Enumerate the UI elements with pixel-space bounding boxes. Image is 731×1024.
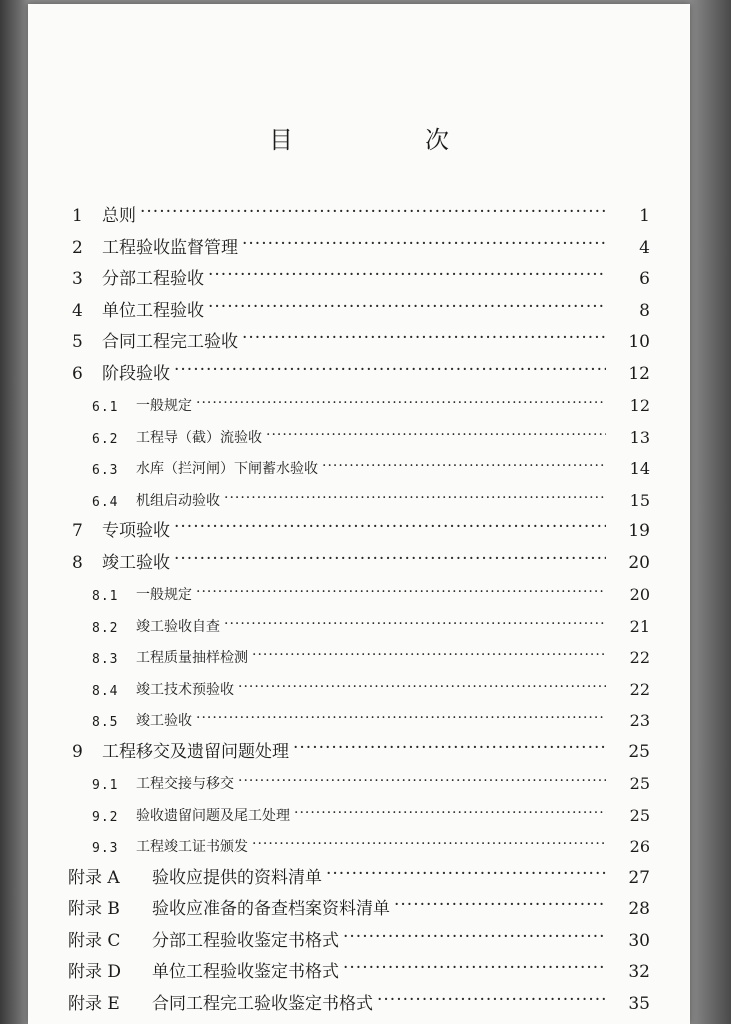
toc-entry-number: 9.1 [92,778,119,793]
toc-entry[interactable] [28,641,690,667]
toc-entry-number: 8.2 [92,620,119,636]
toc-entry[interactable] [28,484,690,510]
toc-entry-page-number: 21 [629,616,650,636]
toc-entry-label: 分部工程验收 [102,269,204,289]
toc-entry-number: 8.4 [92,683,119,699]
dot-leader [322,458,606,474]
toc-entry[interactable] [28,862,690,888]
toc-entry-page-number: 10 [628,332,650,352]
toc-entry-page-number: 20 [628,552,650,573]
toc-entry-number: 1 [72,206,83,226]
toc-entry-number: 2 [72,237,83,258]
dot-leader [174,549,606,569]
toc-entry-page-number: 19 [628,521,650,541]
toc-entry-number: 5 [72,332,83,352]
dot-leader [294,805,606,821]
toc-entry-label: 工程交接与移交 [136,776,234,792]
toc-entry[interactable] [28,452,690,478]
toc-entry-label: 竣工验收 [102,552,170,573]
toc-entry-page-number: 13 [629,427,650,447]
toc-entry-number: 9.2 [92,809,119,825]
toc-entry-label: 单位工程验收 [102,300,204,321]
toc-entry-page-number: 25 [628,741,650,762]
toc-entry-page-number: 4 [639,237,650,258]
dot-leader [238,773,606,789]
dot-leader [174,360,606,380]
toc-entry-page-number: 12 [628,363,650,384]
toc-entry-number: 8.1 [92,589,119,604]
toc-entry-page-number: 32 [628,962,650,982]
toc-entry-label: 工程导（截）流验收 [136,429,262,446]
toc-entry-number: 8 [72,552,83,573]
toc-entry-number: 附录 B [68,899,120,919]
toc-entry-label: 机组启动验收 [136,492,220,509]
toc-entry-page-number: 8 [639,300,650,321]
dot-leader [196,710,606,726]
toc-entry-number: 8.5 [92,715,119,730]
toc-entry-page-number: 1 [639,206,650,226]
toc-entry-number: 3 [72,269,83,289]
toc-entry[interactable] [28,263,690,289]
dot-leader [343,958,606,978]
toc-entry-label: 专项验收 [102,521,170,541]
toc-entry-label: 验收遗留问题及尾工处理 [136,807,290,824]
dot-leader [252,647,606,663]
toc-entry-number: 附录 C [68,930,121,951]
toc-entry-page-number: 25 [629,805,650,825]
toc-entry-page-number: 25 [629,774,650,793]
toc-entry[interactable] [28,389,690,415]
toc-entry[interactable] [28,673,690,699]
toc-entry[interactable] [28,515,690,541]
toc-entry[interactable] [28,610,690,636]
toc-entry-page-number: 30 [628,930,650,951]
toc-entry-number: 附录 A [68,867,120,888]
toc-entry[interactable] [28,799,690,825]
toc-entry[interactable] [28,736,690,762]
toc-entry-label: 工程质量抽样检测 [136,650,248,666]
toc-entry-label: 合同工程完工验收鉴定书格式 [152,993,373,1014]
dot-leader [224,490,606,506]
dot-leader [224,616,606,632]
toc-entry-number: 附录 D [68,962,122,982]
toc-entry-label: 竣工验收 [136,713,192,729]
toc-entry-label: 验收应提供的资料清单 [152,867,322,888]
dot-leader [343,927,606,947]
toc-entry-label: 总则 [102,206,136,226]
dot-leader [266,427,606,443]
toc-title: 目 次 [269,126,503,154]
toc-entry-page-number: 15 [629,490,650,510]
dot-leader [238,679,606,695]
toc-entry-label: 工程移交及遗留问题处理 [102,741,289,762]
dot-leader [140,202,606,222]
dot-leader [252,836,606,852]
toc-entry-page-number: 22 [629,648,650,667]
toc-entry-number: 附录 E [68,993,120,1014]
toc-entry[interactable] [28,421,690,447]
toc-entry-label: 单位工程验收鉴定书格式 [152,962,339,982]
toc-entry-number: 6 [72,363,83,384]
toc-entry-page-number: 12 [629,396,650,415]
dot-leader [208,297,606,317]
dot-leader [208,265,606,285]
toc-entry[interactable] [28,925,690,951]
document-page [28,4,690,1024]
toc-entry[interactable] [28,830,690,856]
toc-entry-label: 合同工程完工验收 [102,332,238,352]
toc-entry-number: 6.1 [92,400,119,415]
toc-entry[interactable] [28,704,690,730]
dot-leader [196,584,606,600]
toc-entry-label: 一般规定 [136,587,192,603]
toc-entry-label: 工程验收监督管理 [102,237,238,258]
toc-entry-page-number: 20 [629,585,650,604]
toc-entry[interactable] [28,232,690,258]
toc-entry-page-number: 28 [628,899,650,919]
toc-entry-number: 6.3 [92,463,119,478]
toc-entry[interactable] [28,578,690,604]
toc-entry-label: 验收应准备的备查档案资料清单 [152,899,390,919]
toc-entry-label: 竣工验收自查 [136,618,220,635]
toc-entry-number: 9 [72,741,83,762]
toc-entry-label: 阶段验收 [102,363,170,384]
toc-entry-page-number: 26 [629,837,650,856]
dot-leader [242,234,606,254]
toc-entry-label: 水库（拦河闸）下闸蓄水验收 [136,461,318,477]
toc-entry-number: 6.4 [92,494,119,510]
toc-entry-label: 分部工程验收鉴定书格式 [152,930,339,951]
dot-leader [394,895,606,915]
dot-leader [242,328,606,348]
toc-entry[interactable] [28,295,690,321]
toc-entry-label: 竣工技术预验收 [136,681,234,698]
toc-entry-page-number: 27 [628,867,650,888]
toc-entry[interactable] [28,893,690,919]
toc-entry-page-number: 23 [629,711,650,730]
dot-leader [174,517,606,537]
toc-entry[interactable] [28,200,690,226]
dot-leader [326,864,606,884]
toc-entry-number: 7 [72,521,83,541]
toc-entry-number: 8.3 [92,652,119,667]
dot-leader [293,738,606,758]
dot-leader [377,990,606,1010]
toc-entry-label: 一般规定 [136,398,192,414]
toc-entry-page-number: 35 [628,993,650,1014]
toc-entry-page-number: 14 [629,459,650,478]
toc-entry[interactable] [28,358,690,384]
toc-entry[interactable] [28,547,690,573]
toc-entry[interactable] [28,956,690,982]
toc-entry[interactable] [28,988,690,1014]
toc-entry-number: 4 [72,300,83,321]
toc-entry[interactable] [28,767,690,793]
toc-entry-number: 9.3 [92,841,119,856]
dot-leader [196,395,606,411]
toc-entry-page-number: 6 [639,269,650,289]
toc-entry-number: 6.2 [92,431,119,447]
toc-entry-label: 工程竣工证书颁发 [136,839,248,855]
toc-entry-page-number: 22 [629,679,650,699]
toc-entry[interactable] [28,326,690,352]
